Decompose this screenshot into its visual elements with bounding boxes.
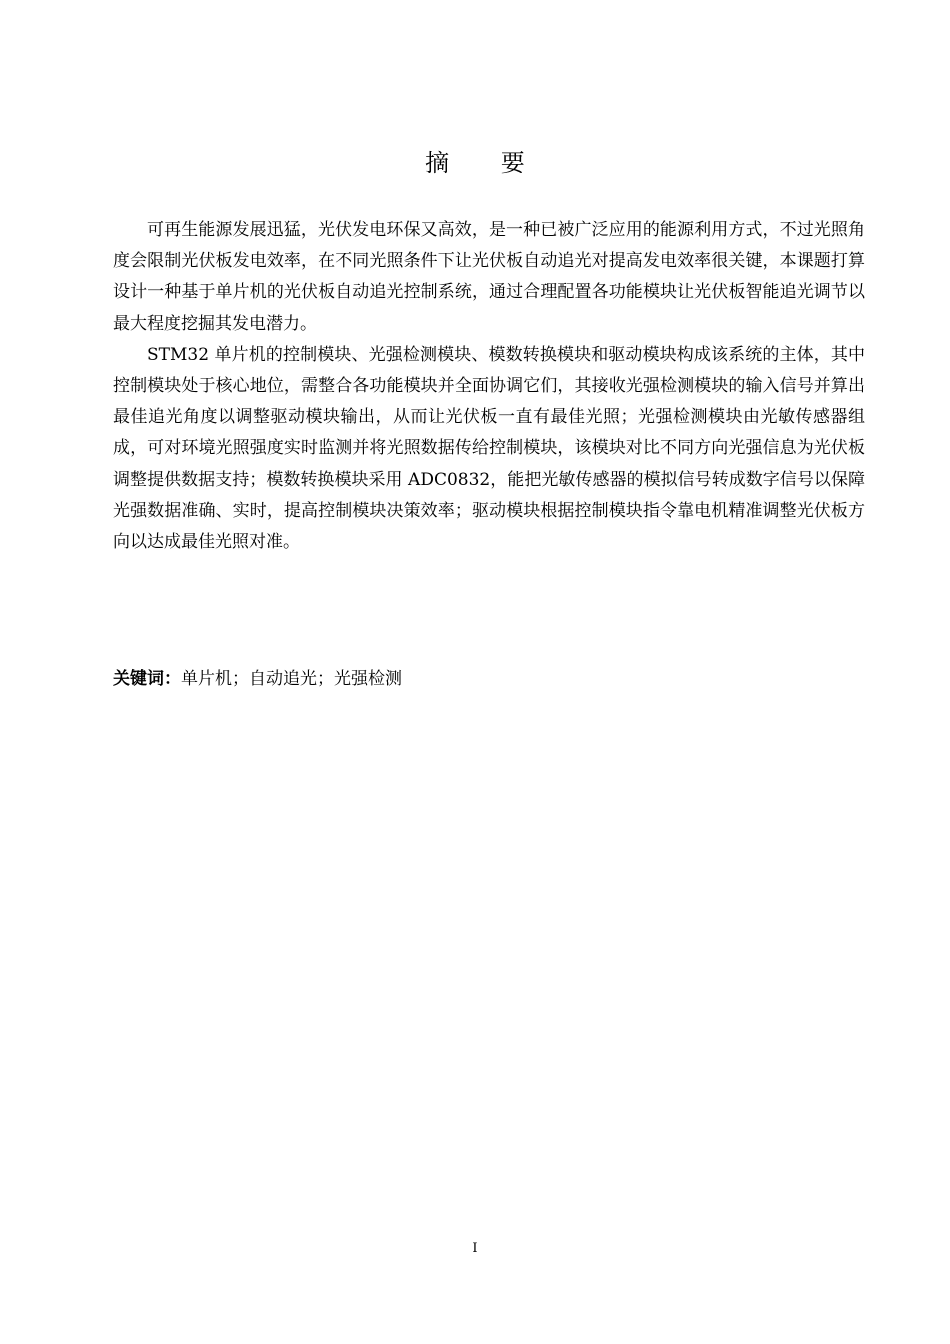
keywords-line: [113, 664, 865, 694]
keywords-value: 单片机；自动追光；光强检测: [181, 669, 402, 689]
abstract-title: 摘 要: [425, 149, 547, 177]
abstract-body: [113, 215, 865, 558]
keywords-label: 关键词：: [113, 669, 181, 689]
page-number: I: [472, 1241, 478, 1256]
abstract-paragraph-1: 可再生能源发展迅猛，光伏发电环保又高效，是一种已被广泛应用的能源利用方式，不过光照角度会限制光伏板发电效率，在不同光照条件下让光伏板自动追光对提高发电效率很关键，本课题打算设计一种基于单片机的光伏板自动追光控制系统，通过合理配置各功能模块让光伏板智能追光调节以最大程度挖掘其发电潜力。: [113, 220, 865, 334]
abstract-paragraph-2: STM32 单片机的控制模块、光强检测模块、模数转换模块和驱动模块构成该系统的主体，其中控制模块处于核心地位，需整合各功能模块并全面协调它们，其接收光强检测模块的输入信号并算出最佳追光角度以调整驱动模块输出，从而让光伏板一直有最佳光照；光强检测模块由光敏传感器组成，可对环境光照强度实时监测并将光照数据传给控制模块，该模块对比不同方向光强信息为光伏板调整提供数据支持；模数转换模块采用 ADC0832，能把光敏传感器的模拟信号转成数字信号以保障光强数据准确、实时，提高控制模块决策效率；驱动模块根据控制模块指令靠电机精准调整光伏板方向以达成最佳光照对准。: [113, 344, 865, 553]
